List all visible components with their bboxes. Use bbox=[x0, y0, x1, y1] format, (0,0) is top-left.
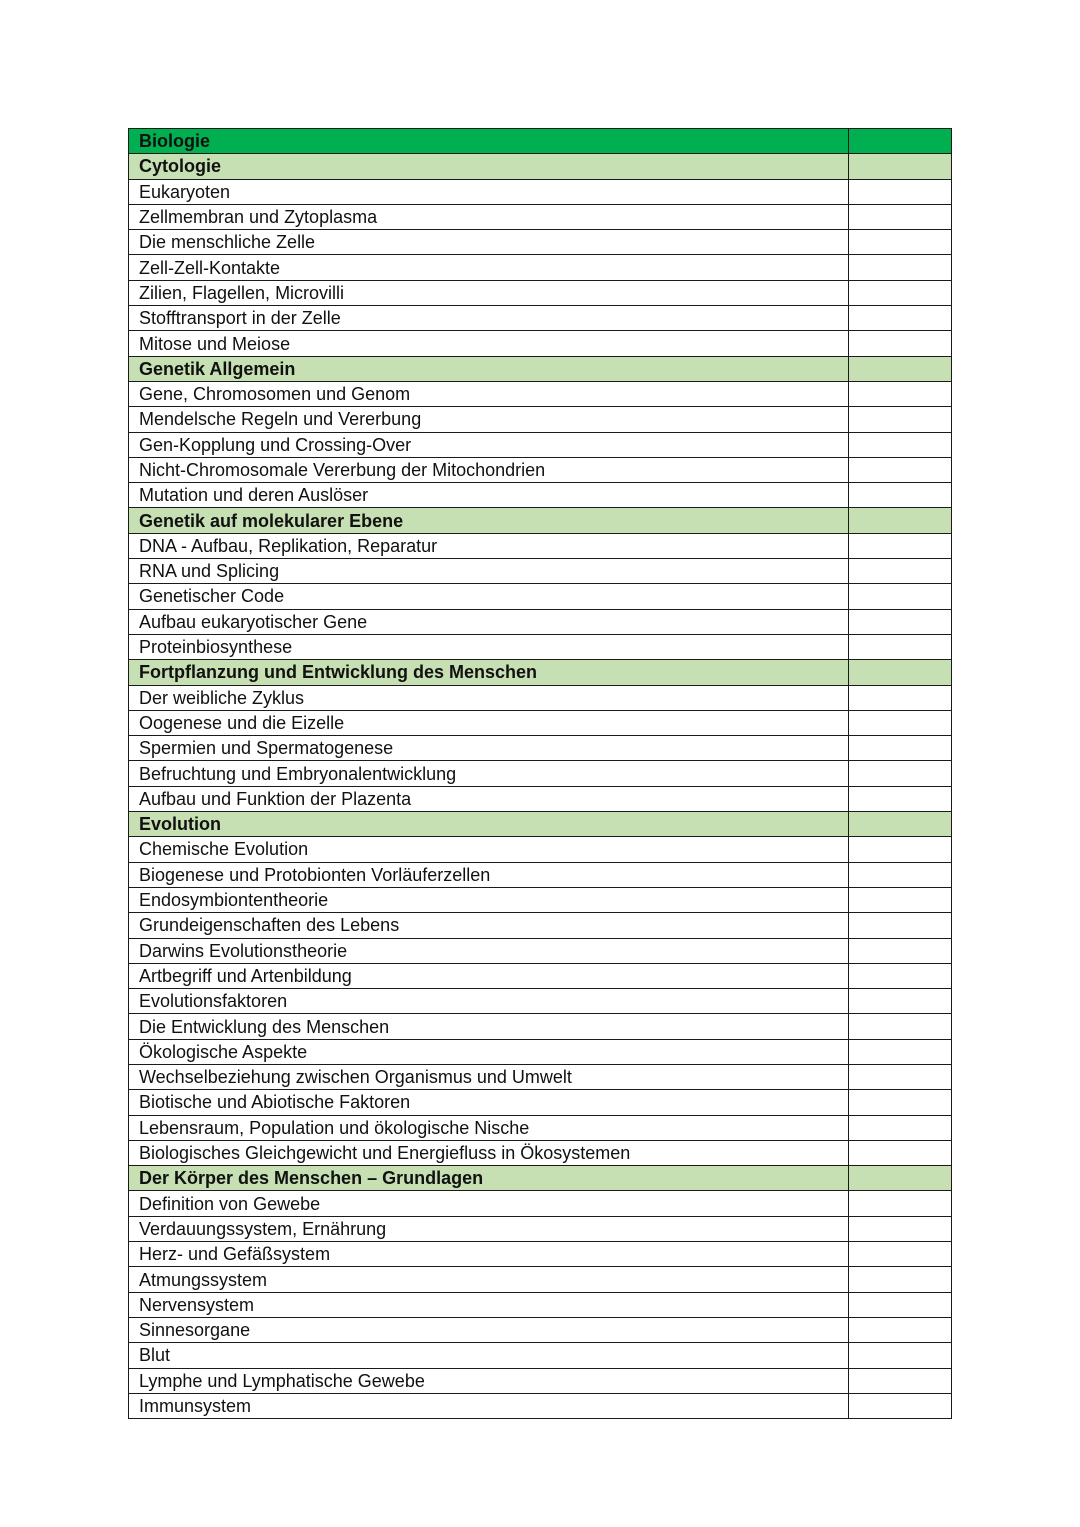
topic-row bbox=[129, 938, 952, 963]
topic-label: Mitose und Meiose bbox=[129, 331, 849, 356]
topic-row bbox=[129, 1090, 952, 1115]
topic-label: Ökologische Aspekte bbox=[129, 1039, 849, 1064]
topic-check-cell[interactable] bbox=[849, 736, 952, 761]
topic-label: Lebensraum, Population und ökologische Nische bbox=[129, 1115, 849, 1140]
topic-label: RNA und Splicing bbox=[129, 559, 849, 584]
topic-row bbox=[129, 1343, 952, 1368]
section-heading: Cytologie bbox=[129, 154, 849, 179]
topic-row bbox=[129, 483, 952, 508]
topic-check-cell[interactable] bbox=[849, 913, 952, 938]
topic-checklist-table bbox=[128, 128, 952, 1419]
topic-check-cell[interactable] bbox=[849, 761, 952, 786]
topic-check-cell[interactable] bbox=[849, 887, 952, 912]
topic-check-cell[interactable] bbox=[849, 255, 952, 280]
topic-check-cell[interactable] bbox=[849, 230, 952, 255]
topic-label: Atmungssystem bbox=[129, 1267, 849, 1292]
topic-check-cell[interactable] bbox=[849, 432, 952, 457]
topic-check-cell[interactable] bbox=[849, 1393, 952, 1418]
topic-row bbox=[129, 1064, 952, 1089]
topic-label: Nervensystem bbox=[129, 1292, 849, 1317]
topic-row bbox=[129, 1039, 952, 1064]
topic-label: Biotische und Abiotische Faktoren bbox=[129, 1090, 849, 1115]
section-check-cell bbox=[849, 812, 952, 837]
topic-row bbox=[129, 862, 952, 887]
topic-check-cell[interactable] bbox=[849, 989, 952, 1014]
topic-check-cell[interactable] bbox=[849, 634, 952, 659]
topic-label: Zellmembran und Zytoplasma bbox=[129, 204, 849, 229]
topic-row bbox=[129, 609, 952, 634]
topic-row bbox=[129, 1216, 952, 1241]
topic-label: Zell-Zell-Kontakte bbox=[129, 255, 849, 280]
section-heading: Evolution bbox=[129, 812, 849, 837]
topic-label: Mendelsche Regeln und Vererbung bbox=[129, 407, 849, 432]
topic-label: Evolutionsfaktoren bbox=[129, 989, 849, 1014]
section-heading: Genetik auf molekularer Ebene bbox=[129, 508, 849, 533]
topic-row bbox=[129, 963, 952, 988]
table-title: Biologie bbox=[129, 129, 849, 154]
topic-row bbox=[129, 1393, 952, 1418]
topic-check-cell[interactable] bbox=[849, 685, 952, 710]
section-check-cell bbox=[849, 154, 952, 179]
topic-label: Spermien und Spermatogenese bbox=[129, 736, 849, 761]
topic-check-cell[interactable] bbox=[849, 179, 952, 204]
topic-check-cell[interactable] bbox=[849, 938, 952, 963]
section-row bbox=[129, 812, 952, 837]
section-row bbox=[129, 660, 952, 685]
topic-row bbox=[129, 230, 952, 255]
topic-check-cell[interactable] bbox=[849, 204, 952, 229]
topic-label: Sinnesorgane bbox=[129, 1317, 849, 1342]
section-check-cell bbox=[849, 1166, 952, 1191]
section-heading: Der Körper des Menschen – Grundlagen bbox=[129, 1166, 849, 1191]
topic-row bbox=[129, 255, 952, 280]
topic-row bbox=[129, 1292, 952, 1317]
topic-label: Die menschliche Zelle bbox=[129, 230, 849, 255]
topic-row bbox=[129, 1014, 952, 1039]
topic-row bbox=[129, 913, 952, 938]
topic-label: Gene, Chromosomen und Genom bbox=[129, 381, 849, 406]
topic-label: Lymphe und Lymphatische Gewebe bbox=[129, 1368, 849, 1393]
section-check-cell bbox=[849, 660, 952, 685]
topic-check-cell[interactable] bbox=[849, 710, 952, 735]
topic-check-cell[interactable] bbox=[849, 407, 952, 432]
topic-row bbox=[129, 407, 952, 432]
topic-row bbox=[129, 457, 952, 482]
topic-label: Befruchtung und Embryonalentwicklung bbox=[129, 761, 849, 786]
topic-row bbox=[129, 306, 952, 331]
topic-check-cell[interactable] bbox=[849, 1090, 952, 1115]
topic-label: Darwins Evolutionstheorie bbox=[129, 938, 849, 963]
topic-check-cell[interactable] bbox=[849, 1267, 952, 1292]
table-body bbox=[129, 129, 952, 1419]
topic-label: Nicht-Chromosomale Vererbung der Mitochondrien bbox=[129, 457, 849, 482]
topic-row bbox=[129, 584, 952, 609]
section-row bbox=[129, 356, 952, 381]
topic-check-cell[interactable] bbox=[849, 1140, 952, 1165]
topic-row bbox=[129, 280, 952, 305]
topic-row bbox=[129, 685, 952, 710]
topic-check-cell[interactable] bbox=[849, 306, 952, 331]
topic-check-cell[interactable] bbox=[849, 963, 952, 988]
topic-row bbox=[129, 1191, 952, 1216]
section-check-cell bbox=[849, 508, 952, 533]
section-heading: Genetik Allgemein bbox=[129, 356, 849, 381]
topic-label: Herz- und Gefäßsystem bbox=[129, 1242, 849, 1267]
topic-label: Definition von Gewebe bbox=[129, 1191, 849, 1216]
topic-label: DNA - Aufbau, Replikation, Reparatur bbox=[129, 533, 849, 558]
section-row bbox=[129, 1166, 952, 1191]
topic-check-cell[interactable] bbox=[849, 1242, 952, 1267]
topic-label: Die Entwicklung des Menschen bbox=[129, 1014, 849, 1039]
topic-check-cell[interactable] bbox=[849, 1115, 952, 1140]
topic-label: Immunsystem bbox=[129, 1393, 849, 1418]
topic-row bbox=[129, 179, 952, 204]
topic-row bbox=[129, 887, 952, 912]
topic-row bbox=[129, 736, 952, 761]
topic-label: Stofftransport in der Zelle bbox=[129, 306, 849, 331]
topic-row bbox=[129, 381, 952, 406]
topic-row bbox=[129, 1242, 952, 1267]
topic-row bbox=[129, 761, 952, 786]
topic-label: Oogenese und die Eizelle bbox=[129, 710, 849, 735]
topic-row bbox=[129, 710, 952, 735]
topic-check-cell[interactable] bbox=[849, 862, 952, 887]
topic-label: Mutation und deren Auslöser bbox=[129, 483, 849, 508]
topic-row bbox=[129, 432, 952, 457]
topic-check-cell[interactable] bbox=[849, 533, 952, 558]
topic-row bbox=[129, 837, 952, 862]
topic-check-cell[interactable] bbox=[849, 1039, 952, 1064]
topic-label: Chemische Evolution bbox=[129, 837, 849, 862]
title-row bbox=[129, 129, 952, 154]
topic-label: Blut bbox=[129, 1343, 849, 1368]
section-heading: Fortpflanzung und Entwicklung des Menschen bbox=[129, 660, 849, 685]
topic-row bbox=[129, 533, 952, 558]
topic-check-cell[interactable] bbox=[849, 1343, 952, 1368]
topic-label: Gen-Kopplung und Crossing-Over bbox=[129, 432, 849, 457]
topic-label: Eukaryoten bbox=[129, 179, 849, 204]
topic-label: Biogenese und Protobionten Vorläuferzellen bbox=[129, 862, 849, 887]
topic-row bbox=[129, 204, 952, 229]
topic-check-cell[interactable] bbox=[849, 609, 952, 634]
topic-row bbox=[129, 331, 952, 356]
topic-check-cell[interactable] bbox=[849, 280, 952, 305]
topic-check-cell[interactable] bbox=[849, 1014, 952, 1039]
topic-row bbox=[129, 1115, 952, 1140]
topic-check-cell[interactable] bbox=[849, 1368, 952, 1393]
topic-check-cell[interactable] bbox=[849, 483, 952, 508]
topic-check-cell[interactable] bbox=[849, 331, 952, 356]
topic-row bbox=[129, 1267, 952, 1292]
section-row bbox=[129, 508, 952, 533]
topic-row bbox=[129, 989, 952, 1014]
topic-label: Biologisches Gleichgewicht und Energiefluss in Ökosystemen bbox=[129, 1140, 849, 1165]
topic-label: Endosymbiontentheorie bbox=[129, 887, 849, 912]
topic-label: Der weibliche Zyklus bbox=[129, 685, 849, 710]
topic-label: Proteinbiosynthese bbox=[129, 634, 849, 659]
topic-check-cell[interactable] bbox=[849, 837, 952, 862]
topic-row bbox=[129, 786, 952, 811]
topic-label: Artbegriff und Artenbildung bbox=[129, 963, 849, 988]
topic-row bbox=[129, 1368, 952, 1393]
topic-label: Zilien, Flagellen, Microvilli bbox=[129, 280, 849, 305]
topic-label: Aufbau und Funktion der Plazenta bbox=[129, 786, 849, 811]
topic-check-cell[interactable] bbox=[849, 584, 952, 609]
topic-row bbox=[129, 559, 952, 584]
title-check-cell bbox=[849, 129, 952, 154]
topic-check-cell[interactable] bbox=[849, 1317, 952, 1342]
topic-label: Verdauungssystem, Ernährung bbox=[129, 1216, 849, 1241]
topic-label: Aufbau eukaryotischer Gene bbox=[129, 609, 849, 634]
section-row bbox=[129, 154, 952, 179]
topic-check-cell[interactable] bbox=[849, 457, 952, 482]
topic-label: Wechselbeziehung zwischen Organismus und Umwelt bbox=[129, 1064, 849, 1089]
topic-label: Grundeigenschaften des Lebens bbox=[129, 913, 849, 938]
topic-label: Genetischer Code bbox=[129, 584, 849, 609]
topic-check-cell[interactable] bbox=[849, 381, 952, 406]
topic-check-cell[interactable] bbox=[849, 559, 952, 584]
topic-check-cell[interactable] bbox=[849, 1191, 952, 1216]
topic-row bbox=[129, 634, 952, 659]
topic-check-cell[interactable] bbox=[849, 1292, 952, 1317]
topic-check-cell[interactable] bbox=[849, 1216, 952, 1241]
topic-row bbox=[129, 1140, 952, 1165]
topic-check-cell[interactable] bbox=[849, 786, 952, 811]
topic-row bbox=[129, 1317, 952, 1342]
section-check-cell bbox=[849, 356, 952, 381]
topic-check-cell[interactable] bbox=[849, 1064, 952, 1089]
